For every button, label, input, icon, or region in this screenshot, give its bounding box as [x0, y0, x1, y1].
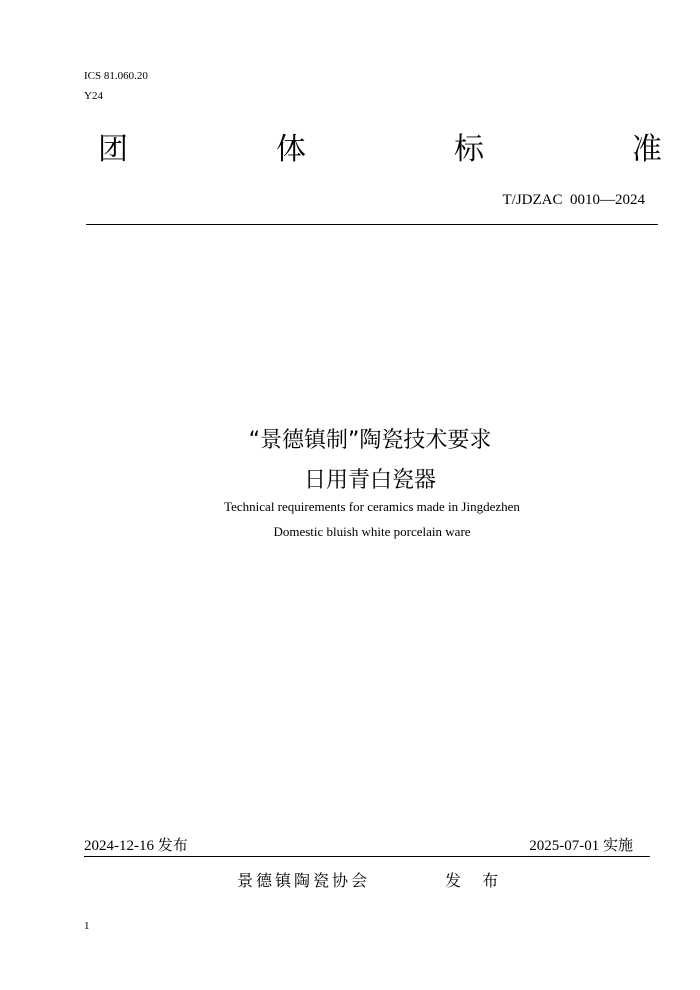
- standard-type-char-1: 团: [98, 132, 128, 167]
- standard-type-char-3: 标: [454, 132, 484, 167]
- footer-divider: [84, 856, 650, 857]
- title-english-line-1: Technical requirements for ceramics made in Jingdezhen: [224, 499, 520, 514]
- title-chinese-line-2: 日用青白瓷器: [303, 468, 436, 493]
- standard-type-char-4: 准: [632, 132, 662, 167]
- issue-date: 2024-12-16 发布: [84, 838, 188, 854]
- publish-label: 发 布: [445, 871, 507, 890]
- header-divider: [86, 224, 658, 225]
- page-number: 1: [84, 920, 90, 932]
- classification-code: Y24: [84, 90, 103, 102]
- implementation-date: 2025-07-01 实施: [529, 838, 633, 854]
- standard-number: T/JDZAC 0010—2024: [502, 192, 645, 208]
- standard-type-char-2: 体: [276, 132, 306, 167]
- title-chinese-line-1: “景德镇制”陶瓷技术要求: [248, 428, 492, 453]
- standard-type-title: [98, 128, 662, 172]
- ics-code: ICS 81.060.20: [84, 70, 148, 82]
- title-english-line-2: Domestic bluish white porcelain ware: [273, 524, 471, 539]
- publisher-name: 景德镇陶瓷协会: [237, 871, 371, 890]
